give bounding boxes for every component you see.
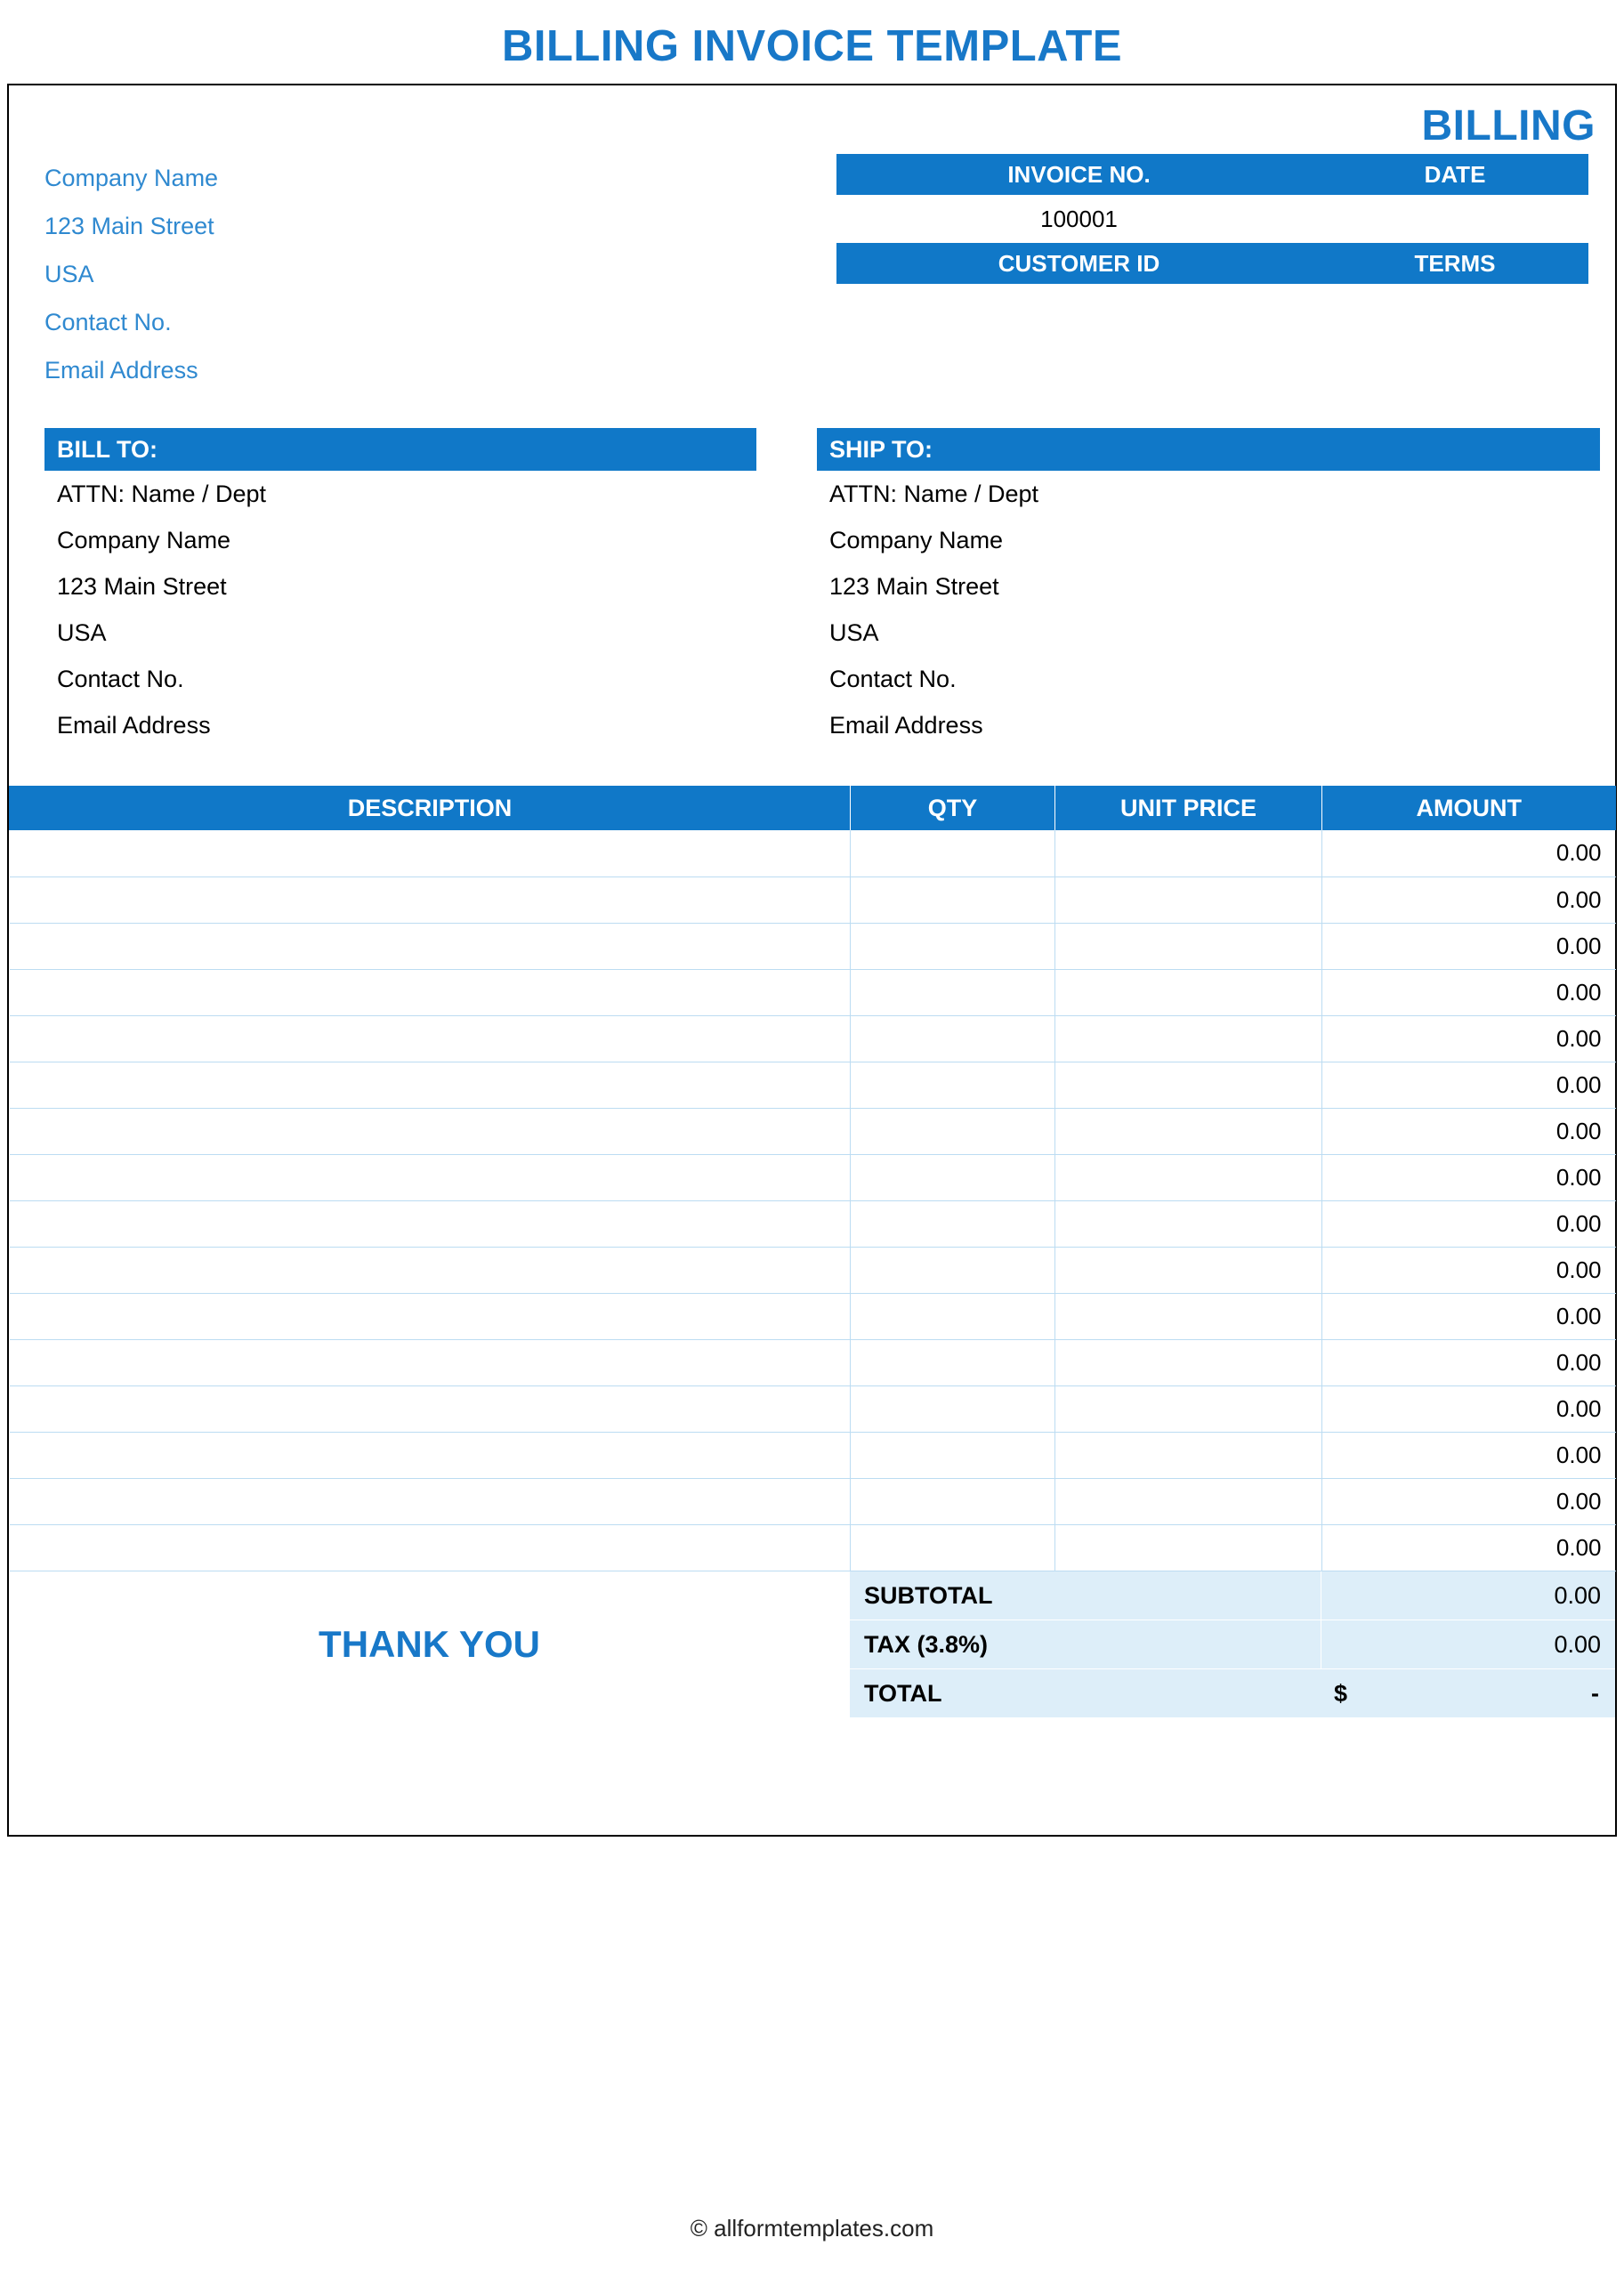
tax-row (850, 1620, 1615, 1669)
table-row (10, 1385, 1616, 1432)
thank-you-message: THANK YOU (319, 1623, 540, 1665)
cell-qty[interactable] (851, 1478, 1055, 1524)
cell-amount: 0.00 (1322, 876, 1616, 923)
cell-amount: 0.00 (1322, 1062, 1616, 1108)
invoice-meta-header-row-1 (836, 154, 1588, 195)
date-value[interactable] (1321, 195, 1588, 243)
cell-unit-price[interactable] (1055, 1478, 1322, 1524)
ship-to-line-1[interactable]: ATTN: Name / Dept (829, 481, 1039, 507)
cell-qty[interactable] (851, 1293, 1055, 1339)
cell-amount: 0.00 (1322, 1200, 1616, 1247)
cell-amount: 0.00 (1322, 1247, 1616, 1293)
customer-id-value[interactable] (836, 284, 1321, 332)
invoice-header-area (9, 150, 1615, 394)
company-line-1: Company Name (44, 165, 219, 191)
column-header-unit-price: UNIT PRICE (1055, 786, 1322, 830)
subtotal-row (850, 1571, 1615, 1620)
date-label: DATE (1321, 154, 1588, 195)
cell-amount: 0.00 (1322, 1339, 1616, 1385)
cell-amount: 0.00 (1322, 1015, 1616, 1062)
table-row (10, 1108, 1616, 1154)
bill-to-line-3[interactable]: 123 Main Street (57, 573, 227, 600)
page-title: BILLING INVOICE TEMPLATE (501, 22, 1123, 70)
cell-description[interactable] (10, 830, 851, 876)
cell-qty[interactable] (851, 1200, 1055, 1247)
company-line-2: 123 Main Street (44, 213, 214, 239)
ship-to-heading: SHIP TO: (817, 428, 1600, 471)
tax-value: 0.00 (1554, 1630, 1601, 1658)
table-row (10, 1200, 1616, 1247)
totals-block (850, 1571, 1615, 1718)
billing-heading: BILLING (1421, 102, 1596, 149)
cell-qty[interactable] (851, 1524, 1055, 1571)
table-row (10, 923, 1616, 969)
total-currency-symbol: $ (1334, 1679, 1348, 1707)
cell-unit-price[interactable] (1055, 923, 1322, 969)
cell-amount: 0.00 (1322, 1108, 1616, 1154)
cell-qty[interactable] (851, 969, 1055, 1015)
table-row (10, 1154, 1616, 1200)
cell-description[interactable] (10, 1339, 851, 1385)
cell-qty[interactable] (851, 1385, 1055, 1432)
table-row (10, 1339, 1616, 1385)
cell-unit-price[interactable] (1055, 1339, 1322, 1385)
cell-unit-price[interactable] (1055, 1015, 1322, 1062)
cell-amount: 0.00 (1322, 830, 1616, 876)
table-row (10, 1062, 1616, 1108)
invoice-frame (7, 84, 1617, 1837)
invoice-meta-header-row-2 (836, 243, 1588, 284)
column-header-amount: AMOUNT (1322, 786, 1616, 830)
cell-description[interactable] (10, 1293, 851, 1339)
terms-value[interactable] (1321, 284, 1588, 332)
cell-qty[interactable] (851, 830, 1055, 876)
ship-to-line-2[interactable]: Company Name (829, 527, 1004, 553)
cell-description[interactable] (10, 1385, 851, 1432)
cell-qty[interactable] (851, 1247, 1055, 1293)
cell-description[interactable] (10, 1015, 851, 1062)
cell-description[interactable] (10, 923, 851, 969)
cell-description[interactable] (10, 1108, 851, 1154)
cell-amount: 0.00 (1322, 969, 1616, 1015)
addresses-area (9, 428, 1615, 748)
cell-amount: 0.00 (1322, 923, 1616, 969)
cell-qty[interactable] (851, 876, 1055, 923)
bill-to-line-1[interactable]: ATTN: Name / Dept (57, 481, 267, 507)
cell-amount: 0.00 (1322, 1524, 1616, 1571)
table-row (10, 876, 1616, 923)
cell-amount: 0.00 (1322, 1385, 1616, 1432)
ship-to-line-3[interactable]: 123 Main Street (829, 573, 999, 600)
cell-description[interactable] (10, 969, 851, 1015)
cell-qty[interactable] (851, 923, 1055, 969)
column-header-description: DESCRIPTION (10, 786, 851, 830)
cell-description[interactable] (10, 1432, 851, 1478)
line-items-table (9, 786, 1616, 1571)
table-row (10, 1432, 1616, 1478)
cell-amount: 0.00 (1322, 1154, 1616, 1200)
footer-credit: © allformtemplates.com (690, 2215, 934, 2242)
cell-qty[interactable] (851, 1062, 1055, 1108)
subtotal-label: SUBTOTAL (850, 1571, 1321, 1620)
cell-unit-price[interactable] (1055, 1200, 1322, 1247)
bill-to-line-4[interactable]: USA (57, 619, 107, 646)
cell-description[interactable] (10, 876, 851, 923)
bill-to-line-6[interactable]: Email Address (57, 712, 211, 739)
cell-qty[interactable] (851, 1154, 1055, 1200)
invoice-meta-value-row-2 (836, 284, 1588, 332)
cell-description[interactable] (10, 1524, 851, 1571)
bill-to-line-5[interactable]: Contact No. (57, 666, 184, 692)
company-line-5: Email Address (44, 357, 198, 384)
subtotal-value: 0.00 (1554, 1581, 1601, 1609)
cell-qty[interactable] (851, 1108, 1055, 1154)
cell-description[interactable] (10, 1062, 851, 1108)
totals-area (9, 1571, 1615, 1718)
bill-to-heading: BILL TO: (44, 428, 756, 471)
invoice-meta-block (836, 154, 1597, 332)
table-header-row (10, 786, 1616, 830)
cell-qty[interactable] (851, 1339, 1055, 1385)
company-address-block (9, 154, 836, 394)
cell-description[interactable] (10, 1200, 851, 1247)
cell-unit-price[interactable] (1055, 1108, 1322, 1154)
cell-unit-price[interactable] (1055, 1385, 1322, 1432)
cell-unit-price[interactable] (1055, 1432, 1322, 1478)
cell-description[interactable] (10, 1247, 851, 1293)
column-header-qty: QTY (851, 786, 1055, 830)
cell-unit-price[interactable] (1055, 1524, 1322, 1571)
table-row (10, 830, 1616, 876)
table-row (10, 1015, 1616, 1062)
ship-to-line-6[interactable]: Email Address (829, 712, 983, 739)
customer-id-label: CUSTOMER ID (836, 243, 1321, 284)
cell-unit-price[interactable] (1055, 876, 1322, 923)
total-row (850, 1669, 1615, 1718)
cell-amount: 0.00 (1322, 1478, 1616, 1524)
ship-to-line-5[interactable]: Contact No. (829, 666, 957, 692)
terms-label: TERMS (1321, 243, 1588, 284)
table-row (10, 1478, 1616, 1524)
cell-unit-price[interactable] (1055, 1154, 1322, 1200)
table-row (10, 1293, 1616, 1339)
cell-amount: 0.00 (1322, 1432, 1616, 1478)
table-row (10, 1524, 1616, 1571)
cell-unit-price[interactable] (1055, 1293, 1322, 1339)
company-line-4: Contact No. (44, 309, 172, 335)
table-row (10, 1247, 1616, 1293)
total-value: - (1591, 1679, 1599, 1707)
cell-description[interactable] (10, 1154, 851, 1200)
bill-to-block (9, 428, 810, 748)
bill-to-line-2[interactable]: Company Name (57, 527, 231, 553)
cell-unit-price[interactable] (1055, 1062, 1322, 1108)
table-row (10, 969, 1616, 1015)
cell-unit-price[interactable] (1055, 830, 1322, 876)
ship-to-block (810, 428, 1593, 748)
cell-unit-price[interactable] (1055, 969, 1322, 1015)
cell-amount: 0.00 (1322, 1293, 1616, 1339)
tax-label: TAX (3.8%) (850, 1620, 1321, 1668)
invoice-no-label: INVOICE NO. (836, 154, 1321, 195)
cell-unit-price[interactable] (1055, 1247, 1322, 1293)
total-label: TOTAL (864, 1679, 942, 1707)
cell-qty[interactable] (851, 1432, 1055, 1478)
cell-qty[interactable] (851, 1015, 1055, 1062)
cell-description[interactable] (10, 1478, 851, 1524)
invoice-meta-value-row-1 (836, 195, 1588, 243)
company-line-3: USA (44, 261, 94, 287)
ship-to-line-4[interactable]: USA (829, 619, 879, 646)
total-amount-cell (1321, 1669, 1615, 1717)
invoice-no-value[interactable]: 100001 (836, 195, 1321, 243)
